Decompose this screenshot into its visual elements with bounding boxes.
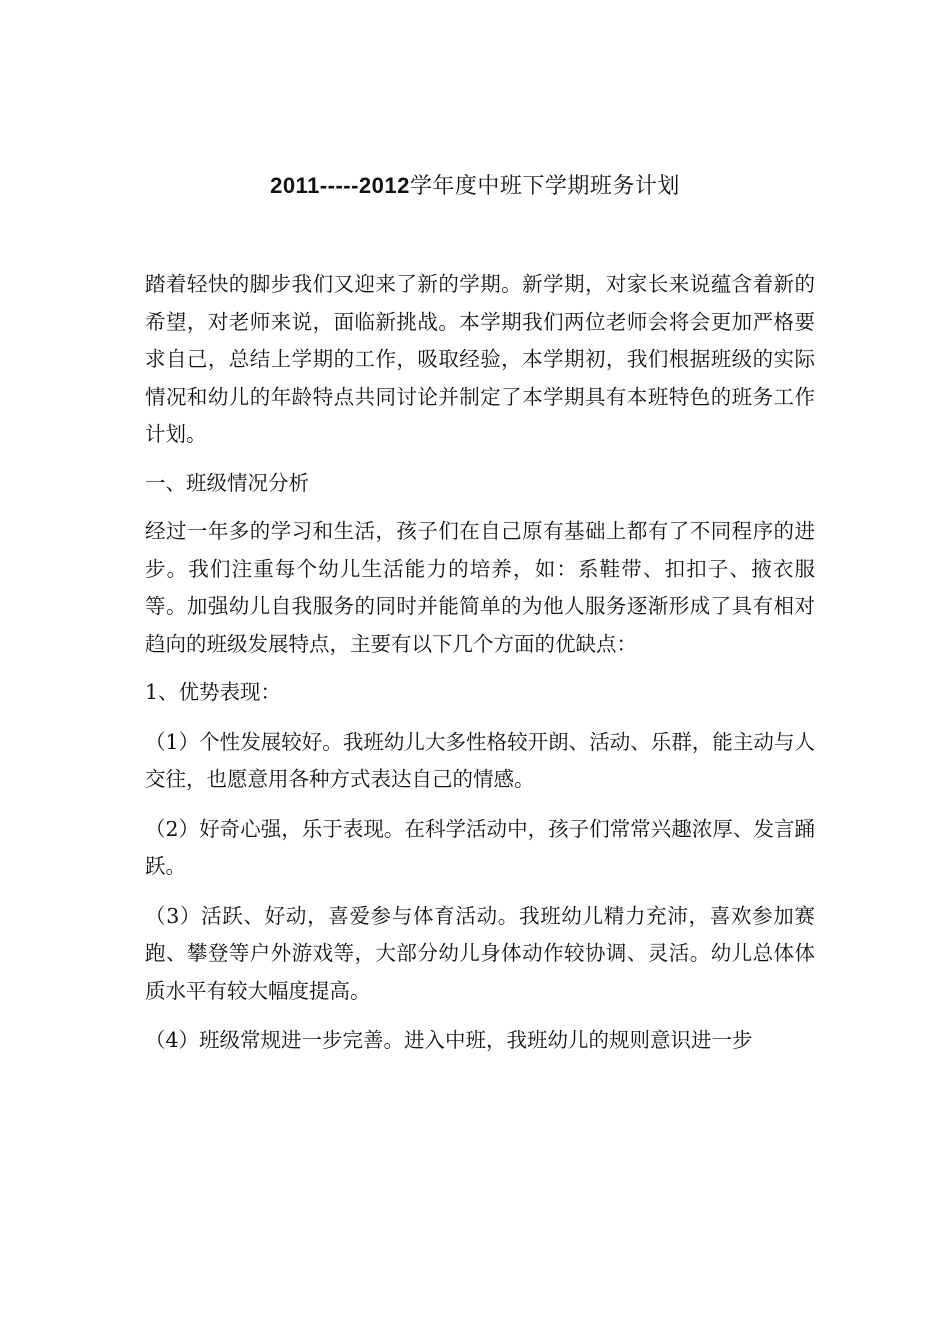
document-title <box>0 168 950 205</box>
list-item: （4）班级常规进一步完善。进入中班，我班幼儿的规则意识进一步 <box>145 1028 753 1052</box>
list-item: （1）个性发展较好。我班幼儿大多性格较开朗、活动、乐群，能主动与人交往，也愿意用各种方式表达自己的情感。 <box>145 729 815 791</box>
subsection-heading: 1、优势表现： <box>145 680 282 704</box>
list-item: （2）好奇心强，乐于表现。在科学活动中，孩子们常常兴趣浓厚、发言踊跃。 <box>145 816 815 878</box>
document-body <box>145 266 815 1060</box>
section-heading: 一、班级情况分析 <box>145 470 309 495</box>
title-text: 学年度中班下学期班务计划 <box>409 174 680 199</box>
analysis-paragraph: 经过一年多的学习和生活，孩子们在自己原有基础上都有了不同程序的进步。我们注重每个幼儿生活能力的培养，如：系鞋带、扣扣子、掖衣服等。加强幼儿自我服务的同时并能简单的为他人服务逐渐形成了具有相对趋向的班级发展特点，主要有以下几个方面的优缺点： <box>145 519 815 656</box>
title-year: 2011-----2012 <box>270 173 410 198</box>
intro-paragraph: 踏着轻快的脚步我们又迎来了新的学期。新学期，对家长来说蕴含着新的希望，对老师来说，面临新挑战。本学期我们两位老师会将会更加严格要求自己，总结上学期的工作，吸取经验，本学期初，我们根据班级的实际情况和幼儿的年龄特点共同讨论并制定了本学期具有本班特色的班务工作计划。 <box>145 272 815 446</box>
list-item: （3）活跃、好动，喜爱参与体育活动。我班幼儿精力充沛，喜欢参加赛跑、攀登等户外游戏等，大部分幼儿身体动作较协调、灵活。幼儿总体体质水平有较大幅度提高。 <box>145 903 815 1003</box>
